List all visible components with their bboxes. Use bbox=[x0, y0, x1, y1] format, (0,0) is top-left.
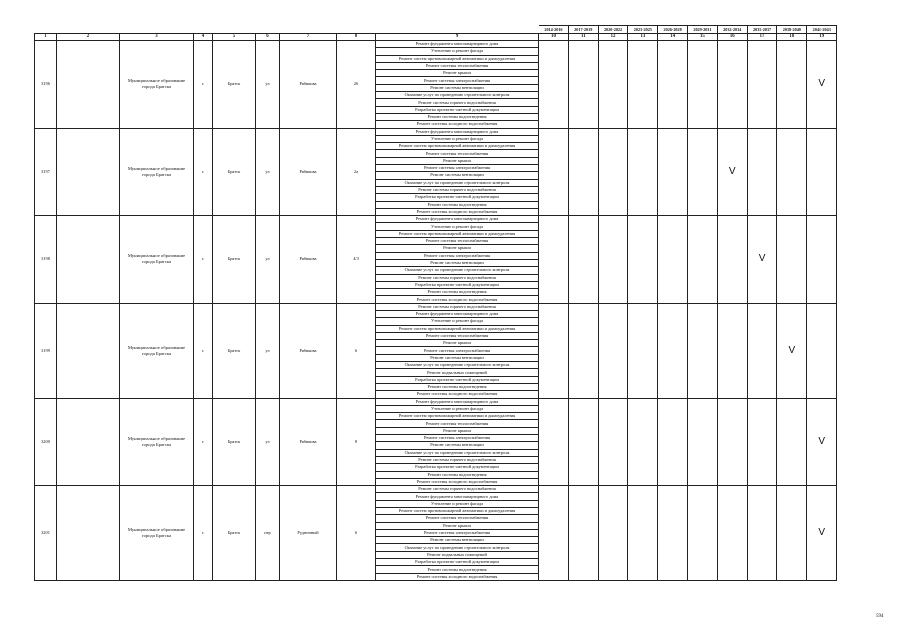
record-number: 3196 bbox=[35, 41, 57, 129]
work-item: Ремонт системы электроснабжения bbox=[376, 77, 539, 84]
work-item: Ремонт системы холодного водоснабжения bbox=[376, 296, 539, 303]
period-cell bbox=[807, 128, 837, 216]
work-item: Ремонт систем противопожарной автоматики и дымоудаления bbox=[376, 508, 539, 515]
work-item: Ремонт системы вентиляции bbox=[376, 172, 539, 179]
work-item: Ремонт системы горячего водоснабжения bbox=[376, 274, 539, 281]
municipality-cell: Муниципальное образование города Братска bbox=[120, 303, 194, 398]
col-number: 8 bbox=[337, 34, 376, 41]
work-item: Оказание услуг по проведению строительного контроля bbox=[376, 449, 539, 456]
period-cell bbox=[628, 128, 658, 216]
table-row bbox=[35, 486, 837, 493]
record-number: 3197 bbox=[35, 128, 57, 216]
period-cell bbox=[747, 486, 777, 581]
empty-cell bbox=[57, 486, 120, 581]
street-type-cell: ул bbox=[256, 216, 280, 304]
period-cell bbox=[688, 128, 718, 216]
work-item: Ремонт системы водоотведения bbox=[376, 383, 539, 390]
empty-cell bbox=[57, 216, 120, 304]
work-item: Ремонт системы вентиляции bbox=[376, 354, 539, 361]
work-item: Ремонт системы теплоснабжения bbox=[376, 420, 539, 427]
record-number: 3198 bbox=[35, 216, 57, 304]
period-cell bbox=[598, 303, 628, 398]
work-item: Разработка проектно-сметной документации bbox=[376, 376, 539, 383]
work-item: Ремонт крыши bbox=[376, 340, 539, 347]
col-number: 4 bbox=[194, 34, 213, 41]
work-item: Ремонт системы теплоснабжения bbox=[376, 515, 539, 522]
work-item: Ремонт фундамента многоквартирного дома bbox=[376, 493, 539, 500]
period-mark: V bbox=[807, 486, 837, 581]
work-item: Ремонт системы электроснабжения bbox=[376, 435, 539, 442]
period-cell bbox=[658, 486, 688, 581]
settlement-type-cell: г. bbox=[194, 128, 213, 216]
street-cell: Рябикова bbox=[280, 303, 337, 398]
municipality-cell: Муниципальное образование города Братска bbox=[120, 216, 194, 304]
work-item: Ремонт системы горячего водоснабжения bbox=[376, 486, 539, 493]
col-number: 15 bbox=[688, 34, 718, 41]
work-item: Оказание услуг по проведению строительного контроля bbox=[376, 179, 539, 186]
period-mark: V bbox=[717, 128, 747, 216]
street-cell: Рудничный bbox=[280, 486, 337, 581]
work-item: Оказание услуг по проведению строительного контроля bbox=[376, 92, 539, 99]
work-item: Ремонт систем противопожарной автоматики и дымоудаления bbox=[376, 55, 539, 62]
work-item: Оказание услуг по проведению строительного контроля bbox=[376, 544, 539, 551]
table-body bbox=[35, 26, 837, 581]
col-number: 19 bbox=[807, 34, 837, 41]
work-item: Ремонт крыши bbox=[376, 70, 539, 77]
street-type-cell: ул bbox=[256, 303, 280, 398]
period-cell bbox=[628, 216, 658, 304]
period-cell bbox=[539, 128, 569, 216]
period-cell bbox=[539, 216, 569, 304]
work-item: Ремонт системы горячего водоснабжения bbox=[376, 99, 539, 106]
year-header: 2020-2022 bbox=[598, 26, 628, 34]
work-item: Оказание услуг по проведению строительного контроля bbox=[376, 267, 539, 274]
work-item: Ремонт системы холодного водоснабжения bbox=[376, 121, 539, 128]
settlement-type-cell: г. bbox=[194, 303, 213, 398]
period-cell bbox=[717, 303, 747, 398]
work-item: Ремонт системы вентиляции bbox=[376, 84, 539, 91]
col-number: 16 bbox=[717, 34, 747, 41]
work-item: Ремонт системы водоотведения bbox=[376, 566, 539, 573]
work-item: Ремонт фундамента многоквартирного дома bbox=[376, 216, 539, 223]
house-number-cell: 4/3 bbox=[337, 216, 376, 304]
work-item: Ремонт системы электроснабжения bbox=[376, 347, 539, 354]
house-number-cell: 26 bbox=[337, 41, 376, 129]
work-item: Разработка проектно-сметной документации bbox=[376, 194, 539, 201]
period-cell bbox=[598, 128, 628, 216]
period-cell bbox=[598, 41, 628, 129]
work-item: Ремонт системы холодного водоснабжения bbox=[376, 478, 539, 485]
year-header: 2026-2028 bbox=[658, 26, 688, 34]
period-cell bbox=[747, 128, 777, 216]
settlement-cell: Братск bbox=[213, 41, 256, 129]
period-mark: V bbox=[747, 216, 777, 304]
col-number: 9 bbox=[376, 34, 539, 41]
period-cell bbox=[688, 303, 718, 398]
work-item: Ремонт системы холодного водоснабжения bbox=[376, 208, 539, 215]
period-cell bbox=[747, 303, 777, 398]
period-cell bbox=[628, 41, 658, 129]
period-cell bbox=[717, 41, 747, 129]
period-cell bbox=[747, 398, 777, 486]
col-number: 12 bbox=[598, 34, 628, 41]
period-cell bbox=[568, 486, 598, 581]
municipality-cell: Муниципальное образование города Братска bbox=[120, 41, 194, 129]
table-row bbox=[35, 303, 837, 310]
col-number: 11 bbox=[568, 34, 598, 41]
work-item: Ремонт крыши bbox=[376, 427, 539, 434]
street-type-cell: пер bbox=[256, 486, 280, 581]
table-row bbox=[35, 216, 837, 223]
col-number: 5 bbox=[213, 34, 256, 41]
period-cell bbox=[568, 41, 598, 129]
street-cell: Рябикова bbox=[280, 128, 337, 216]
period-cell bbox=[688, 398, 718, 486]
work-item: Утепление и ремонт фасада bbox=[376, 48, 539, 55]
work-item: Ремонт фундамента многоквартирного дома bbox=[376, 128, 539, 135]
period-cell bbox=[688, 41, 718, 129]
year-header: 2014-2016 bbox=[539, 26, 569, 34]
house-number-cell: 6 bbox=[337, 303, 376, 398]
work-item: Ремонт системы теплоснабжения bbox=[376, 62, 539, 69]
work-item: Ремонт системы электроснабжения bbox=[376, 252, 539, 259]
period-cell bbox=[807, 303, 837, 398]
settlement-type-cell: г. bbox=[194, 398, 213, 486]
work-item: Разработка проектно-сметной документации bbox=[376, 559, 539, 566]
street-type-cell: ул bbox=[256, 398, 280, 486]
municipality-cell: Муниципальное образование города Братска bbox=[120, 398, 194, 486]
col-number: 17 bbox=[747, 34, 777, 41]
period-cell bbox=[688, 486, 718, 581]
house-number-cell: 2а bbox=[337, 128, 376, 216]
period-cell bbox=[658, 398, 688, 486]
period-cell bbox=[807, 216, 837, 304]
period-cell bbox=[777, 216, 807, 304]
period-cell bbox=[777, 486, 807, 581]
header-blank bbox=[35, 26, 539, 34]
work-item: Ремонт крыши bbox=[376, 157, 539, 164]
work-item: Утепление и ремонт фасада bbox=[376, 500, 539, 507]
work-item: Утепление и ремонт фасада bbox=[376, 135, 539, 142]
settlement-cell: Братск bbox=[213, 303, 256, 398]
record-number: 3201 bbox=[35, 486, 57, 581]
work-item: Ремонт систем противопожарной автоматики и дымоудаления bbox=[376, 230, 539, 237]
period-cell bbox=[628, 303, 658, 398]
period-cell bbox=[539, 398, 569, 486]
period-cell bbox=[658, 216, 688, 304]
work-item: Ремонт фундамента многоквартирного дома bbox=[376, 398, 539, 405]
work-item: Ремонт системы вентиляции bbox=[376, 442, 539, 449]
settlement-type-cell: г. bbox=[194, 41, 213, 129]
col-number: 1 bbox=[35, 34, 57, 41]
work-item: Ремонт систем противопожарной автоматики и дымоудаления bbox=[376, 325, 539, 332]
col-number: 6 bbox=[256, 34, 280, 41]
page-number: 594 bbox=[876, 614, 884, 619]
work-item: Ремонт системы вентиляции bbox=[376, 537, 539, 544]
municipality-cell: Муниципальное образование города Братска bbox=[120, 128, 194, 216]
work-item: Ремонт системы горячего водоснабжения bbox=[376, 303, 539, 310]
period-cell bbox=[628, 398, 658, 486]
work-item: Разработка проектно-сметной документации bbox=[376, 281, 539, 288]
period-cell bbox=[539, 303, 569, 398]
street-cell: Рябикова bbox=[280, 216, 337, 304]
period-cell bbox=[628, 486, 658, 581]
work-item: Оказание услуг по проведению строительного контроля bbox=[376, 362, 539, 369]
period-cell bbox=[539, 486, 569, 581]
work-item: Ремонт системы горячего водоснабжения bbox=[376, 186, 539, 193]
street-type-cell: ул bbox=[256, 41, 280, 129]
record-number: 3200 bbox=[35, 398, 57, 486]
work-item: Ремонт системы горячего водоснабжения bbox=[376, 456, 539, 463]
work-item: Ремонт системы электроснабжения bbox=[376, 165, 539, 172]
period-mark: V bbox=[807, 398, 837, 486]
period-cell bbox=[777, 398, 807, 486]
period-cell bbox=[568, 128, 598, 216]
work-item: Ремонт подвальных помещений bbox=[376, 369, 539, 376]
work-item: Ремонт систем противопожарной автоматики и дымоудаления bbox=[376, 413, 539, 420]
period-cell bbox=[777, 41, 807, 129]
empty-cell bbox=[57, 398, 120, 486]
house-number-cell: 6 bbox=[337, 486, 376, 581]
work-item: Ремонт системы водоотведения bbox=[376, 471, 539, 478]
work-item: Ремонт системы водоотведения bbox=[376, 201, 539, 208]
period-cell bbox=[658, 41, 688, 129]
work-item: Ремонт системы теплоснабжения bbox=[376, 238, 539, 245]
period-cell bbox=[747, 41, 777, 129]
year-header: 2029-2031 bbox=[688, 26, 718, 34]
col-number: 3 bbox=[120, 34, 194, 41]
period-cell bbox=[598, 486, 628, 581]
period-cell bbox=[688, 216, 718, 304]
empty-cell bbox=[57, 128, 120, 216]
settlement-type-cell: г. bbox=[194, 486, 213, 581]
table-row bbox=[35, 41, 837, 48]
work-item: Ремонт системы водоотведения bbox=[376, 289, 539, 296]
work-item: Ремонт системы холодного водоснабжения bbox=[376, 391, 539, 398]
year-header: 2038-2040 bbox=[777, 26, 807, 34]
work-item: Утепление и ремонт фасада bbox=[376, 405, 539, 412]
work-item: Утепление и ремонт фасада bbox=[376, 318, 539, 325]
work-item: Ремонт системы водоотведения bbox=[376, 113, 539, 120]
street-cell: Рябикова bbox=[280, 41, 337, 129]
period-mark: V bbox=[777, 303, 807, 398]
work-item: Ремонт системы теплоснабжения bbox=[376, 150, 539, 157]
house-number-cell: 8 bbox=[337, 398, 376, 486]
year-header: 2035-2037 bbox=[747, 26, 777, 34]
settlement-type-cell: г. bbox=[194, 216, 213, 304]
period-cell bbox=[568, 216, 598, 304]
settlement-cell: Братск bbox=[213, 486, 256, 581]
settlement-cell: Братск bbox=[213, 398, 256, 486]
header-years-row bbox=[35, 26, 837, 34]
year-header: 2041-2043 bbox=[807, 26, 837, 34]
period-cell bbox=[568, 303, 598, 398]
settlement-cell: Братск bbox=[213, 128, 256, 216]
table-row bbox=[35, 398, 837, 405]
period-cell bbox=[598, 398, 628, 486]
work-item: Ремонт системы вентиляции bbox=[376, 259, 539, 266]
col-number: 18 bbox=[777, 34, 807, 41]
year-header: 2017-2019 bbox=[568, 26, 598, 34]
empty-cell bbox=[57, 303, 120, 398]
work-item: Ремонт фундамента многоквартирного дома bbox=[376, 310, 539, 317]
period-cell bbox=[658, 128, 688, 216]
settlement-cell: Братск bbox=[213, 216, 256, 304]
period-cell bbox=[568, 398, 598, 486]
col-number: 7 bbox=[280, 34, 337, 41]
municipality-cell: Муниципальное образование города Братска bbox=[120, 486, 194, 581]
street-cell: Рябикова bbox=[280, 398, 337, 486]
work-item: Ремонт системы холодного водоснабжения bbox=[376, 573, 539, 580]
work-item: Ремонт крыши bbox=[376, 522, 539, 529]
col-number: 13 bbox=[628, 34, 658, 41]
period-cell bbox=[717, 486, 747, 581]
work-item: Ремонт подвальных помещений bbox=[376, 551, 539, 558]
col-number: 2 bbox=[57, 34, 120, 41]
street-type-cell: ул bbox=[256, 128, 280, 216]
table-row bbox=[35, 128, 837, 135]
year-header: 2023-2025 bbox=[628, 26, 658, 34]
work-item: Ремонт системы электроснабжения bbox=[376, 529, 539, 536]
empty-cell bbox=[57, 41, 120, 129]
period-cell bbox=[717, 398, 747, 486]
work-item: Ремонт системы теплоснабжения bbox=[376, 332, 539, 339]
period-cell bbox=[658, 303, 688, 398]
work-item: Утепление и ремонт фасада bbox=[376, 223, 539, 230]
col-number: 10 bbox=[539, 34, 569, 41]
record-number: 3199 bbox=[35, 303, 57, 398]
work-item: Разработка проектно-сметной документации bbox=[376, 464, 539, 471]
work-item: Ремонт систем противопожарной автоматики и дымоудаления bbox=[376, 143, 539, 150]
header-numbers-row bbox=[35, 34, 837, 41]
period-cell bbox=[598, 216, 628, 304]
period-cell bbox=[777, 128, 807, 216]
work-item: Разработка проектно-сметной документации bbox=[376, 106, 539, 113]
work-item: Ремонт фундамента многоквартирного дома bbox=[376, 41, 539, 48]
repair-schedule-table bbox=[34, 25, 837, 581]
year-header: 2032-2034 bbox=[717, 26, 747, 34]
period-cell bbox=[717, 216, 747, 304]
work-item: Ремонт крыши bbox=[376, 245, 539, 252]
col-number: 14 bbox=[658, 34, 688, 41]
period-mark: V bbox=[807, 41, 837, 129]
period-cell bbox=[539, 41, 569, 129]
